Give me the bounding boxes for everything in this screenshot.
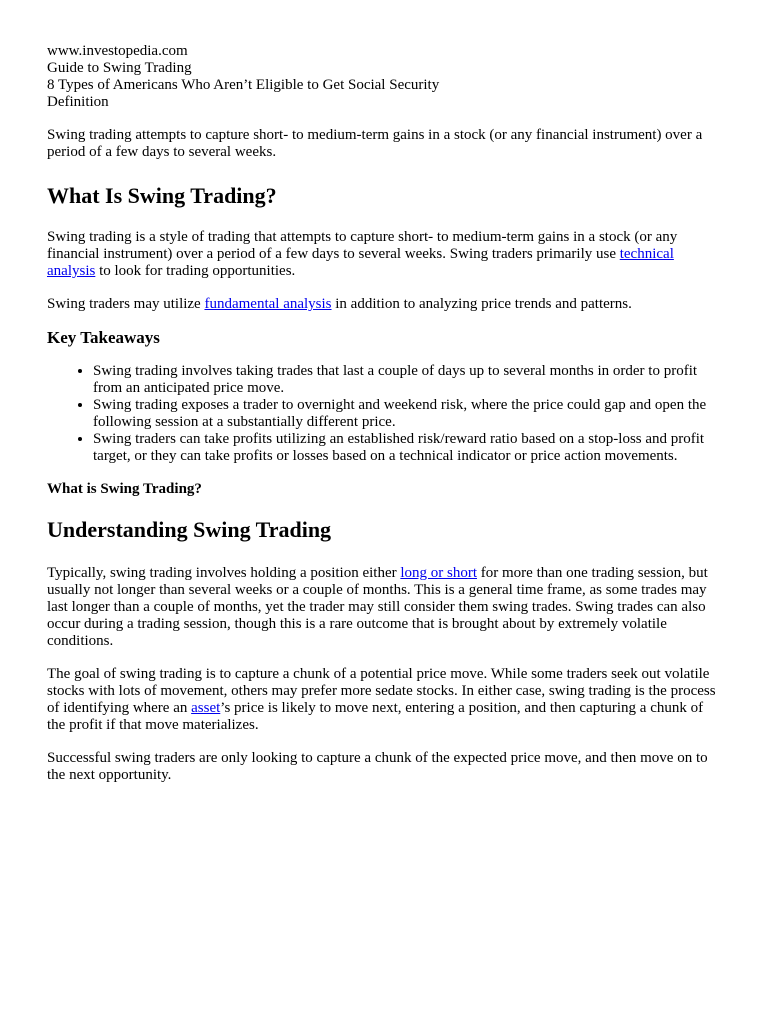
- asset-link[interactable]: asset: [191, 700, 221, 716]
- site-url: www.investopedia.com: [47, 43, 188, 59]
- list-item: • Swing trading exposes a trader to overnight and weekend risk, where the price could gap and open the following session at a substantially different price.: [93, 397, 723, 431]
- guide-title: Guide to Swing Trading: [47, 60, 192, 76]
- list-item: • Swing traders can take profits utilizing an established risk/reward ratio based on a stop-loss and profit target, or they can take profits or losses based on a technical indicator or price action movements.: [93, 431, 723, 465]
- related-article-title: 8 Types of Americans Who Aren’t Eligible to Get Social Security: [47, 77, 440, 93]
- section1-paragraph-2: [47, 296, 723, 313]
- section2-p2-text-after: ’s price is likely to move next, entering a position, and then capturing a chunk of the profit if that move materializes.: [47, 700, 704, 733]
- definition-label: Definition: [47, 94, 109, 110]
- technical-analysis-link[interactable]: technical analysis: [47, 246, 674, 279]
- heading-understanding-swing-trading: Understanding Swing Trading: [47, 517, 332, 542]
- fundamental-analysis-link[interactable]: fundamental analysis: [204, 296, 332, 312]
- key-takeaways-heading: Key Takeaways: [47, 328, 160, 347]
- section1-p2-text-after: in addition to analyzing price trends and patterns.: [331, 296, 632, 312]
- section2-paragraph-2: [47, 666, 723, 734]
- section1-p1-text-after: to look for trading opportunities.: [95, 263, 296, 279]
- document-page: [47, 43, 723, 784]
- section1-p2-text-before: Swing traders may utilize: [47, 296, 205, 312]
- section2-p2-text-before: The goal of swing trading is to capture a chunk of a potential price move. While some traders seek out volatile stocks with lots of movement, others may prefer more sedate stocks. In either case, swing trading is the process of identifying where an: [47, 666, 716, 716]
- list-item: • Swing trading involves taking trades that last a couple of days up to several months in order to profit from an anticipated price move.: [93, 363, 723, 397]
- long-or-short-link[interactable]: long or short: [400, 565, 478, 581]
- video-title: What is Swing Trading?: [47, 481, 202, 497]
- heading-what-is-swing-trading: What Is Swing Trading?: [47, 183, 277, 208]
- section1-paragraph-1: [47, 229, 723, 280]
- intro-paragraph: Swing trading attempts to capture short- to medium-term gains in a stock (or any financial instrument) over a period of a few days to several weeks.: [47, 127, 703, 160]
- section2-paragraph-1: [47, 565, 723, 650]
- section2-p1-text-after: for more than one trading session, but usually not longer than several weeks or a couple of months. This is a general time frame, as some trades may last longer than a couple of months, yet the trader may still consider them swing trades. Swing trades can also occur during a trading session, though this is a rare outcome that is brought about by extremely volatile conditions.: [47, 565, 708, 649]
- section2-paragraph-3: Successful swing traders are only looking to capture a chunk of the expected price move, and then move on to the next opportunity.: [47, 750, 708, 783]
- section1-p1-text-before: Swing trading is a style of trading that attempts to capture short- to medium-term gains in a stock (or any financial instrument) over a period of a few days to several weeks. Swing traders primarily use: [47, 229, 678, 262]
- section2-p1-text-before: Typically, swing trading involves holding a position either: [47, 565, 401, 581]
- key-takeaways-list: [47, 363, 723, 465]
